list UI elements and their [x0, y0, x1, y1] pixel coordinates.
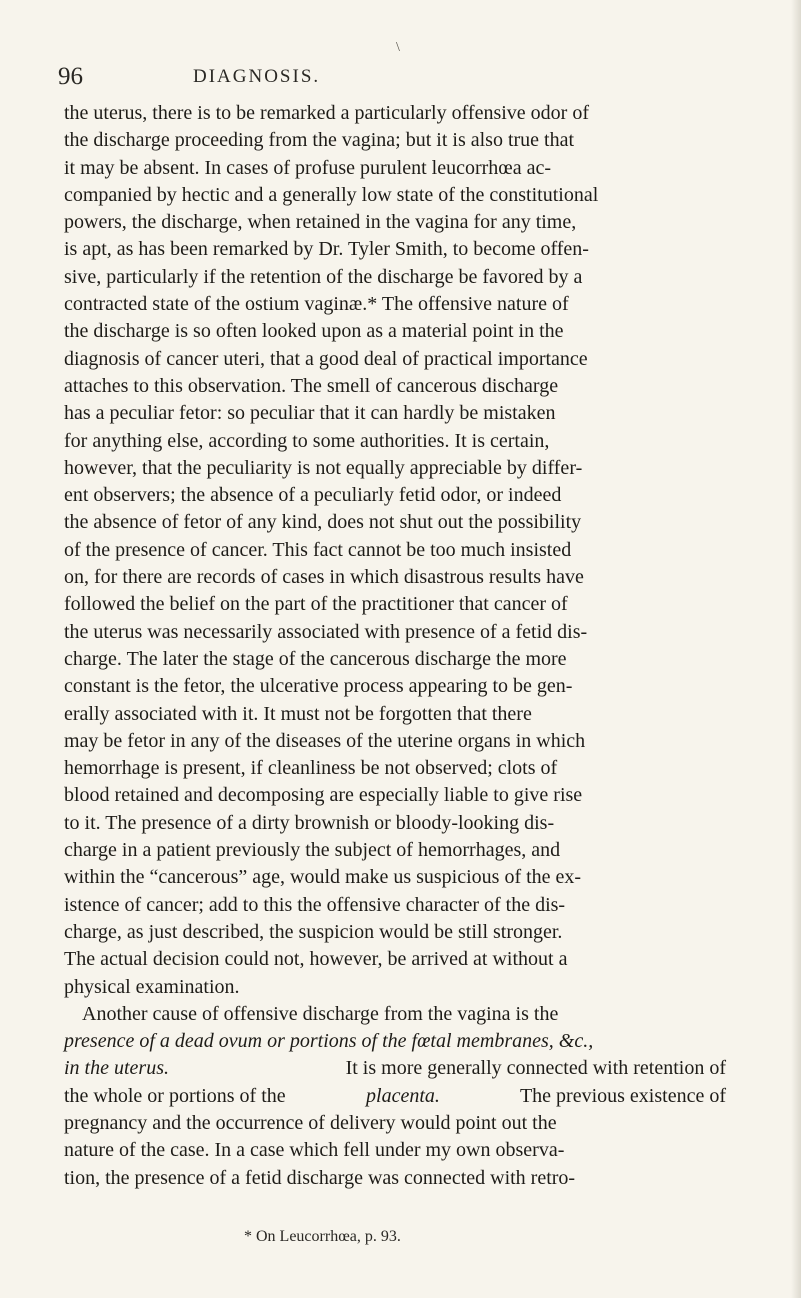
text-line: constant is the fetor, the ulcerative process appearing to be gen-	[64, 675, 573, 698]
page-number: 96	[58, 63, 83, 90]
body-text	[64, 100, 726, 1192]
text-line: on, for there are records of cases in which disastrous results have	[64, 566, 584, 589]
text-line: followed the belief on the part of the practitioner that cancer of	[64, 593, 568, 616]
text-line: sive, particularly if the retention of the discharge be favored by a	[64, 265, 583, 288]
text-line: for anything else, according to some authorities. It is certain,	[64, 429, 550, 452]
text-line: companied by hectic and a generally low state of the constitutional	[64, 183, 599, 206]
text-line: to it. The presence of a dirty brownish or bloody-looking dis-	[64, 811, 555, 834]
text-line: within the “cancerous” age, would make us suspicious of the ex-	[64, 866, 582, 889]
paragraph-start-line: Another cause of offensive discharge from the vagina is the	[82, 1002, 559, 1025]
text-line: nature of the case. In a case which fell under my own observa-	[64, 1139, 565, 1162]
text-line	[64, 1055, 726, 1082]
text-line: attaches to this observation. The smell of cancerous discharge	[64, 374, 559, 397]
text-line: charge in a patient previously the subject of hemorrhages, and	[64, 839, 561, 862]
page-header	[58, 60, 698, 94]
text-line: is apt, as has been remarked by Dr. Tyler Smith, to become offen-	[64, 238, 589, 261]
text-line: of the presence of cancer. This fact cannot be too much insisted	[64, 538, 572, 561]
italic-text: in the uterus.	[64, 1057, 169, 1080]
text-line-last: physical examination.	[64, 975, 240, 998]
text-line: charge, as just described, the suspicion would be still stronger.	[64, 920, 563, 943]
text-line: the uterus, there is to be remarked a particularly offensive odor of	[64, 102, 589, 124]
text-line	[64, 1028, 726, 1055]
text-line: the discharge is so often looked upon as a material point in the	[64, 320, 564, 343]
text-segment: the whole or portions of the	[64, 1084, 291, 1107]
text-line: the discharge proceeding from the vagina; but it is also true that	[64, 129, 575, 152]
text-line: it may be absent. In cases of profuse purulent leucorrhœa ac-	[64, 156, 552, 179]
text-segment: It is more generally connected with retention of	[340, 1057, 726, 1080]
page-edge-shadow	[791, 0, 801, 1298]
text-line: erally associated with it. It must not be forgotten that there	[64, 702, 532, 725]
text-line: may be fetor in any of the diseases of the uterine organs in which	[64, 729, 586, 752]
print-mark: \	[396, 40, 400, 55]
text-line: the absence of fetor of any kind, does not shut out the possibility	[64, 511, 582, 534]
text-line: diagnosis of cancer uteri, that a good deal of practical importance	[64, 347, 588, 370]
text-line: tion, the presence of a fetid discharge was connected with retro-	[64, 1166, 576, 1189]
text-line	[64, 1083, 726, 1110]
text-line: however, that the peculiarity is not equally appreciable by differ-	[64, 456, 583, 479]
text-line: has a peculiar fetor: so peculiar that it can hardly be mistaken	[64, 402, 556, 425]
italic-text: placenta.	[366, 1084, 440, 1107]
text-line: charge. The later the stage of the cancerous discharge the more	[64, 647, 567, 670]
text-line: contracted state of the ostium vaginæ.* The offensive nature of	[64, 293, 569, 316]
text-line: pregnancy and the occurrence of delivery would point out the	[64, 1111, 557, 1134]
footnote: * On Leucorrhœa, p. 93.	[244, 1228, 401, 1245]
text-line: the uterus was necessarily associated with presence of a fetid dis-	[64, 620, 588, 643]
text-line: The actual decision could not, however, be arrived at without a	[64, 948, 568, 971]
text-line: ent observers; the absence of a peculiarly fetid odor, or indeed	[64, 484, 562, 507]
text-line: blood retained and decomposing are especially liable to give rise	[64, 784, 583, 807]
running-head: DIAGNOSIS.	[193, 66, 321, 87]
text-segment: The previous existence of	[515, 1084, 726, 1107]
text-line: hemorrhage is present, if cleanliness be not observed; clots of	[64, 757, 558, 780]
text-line: istence of cancer; add to this the offensive character of the dis-	[64, 893, 566, 916]
italic-text: presence of a dead ovum or portions of the fœtal membranes, &c.,	[64, 1030, 594, 1053]
text-line: powers, the discharge, when retained in the vagina for any time,	[64, 211, 577, 234]
